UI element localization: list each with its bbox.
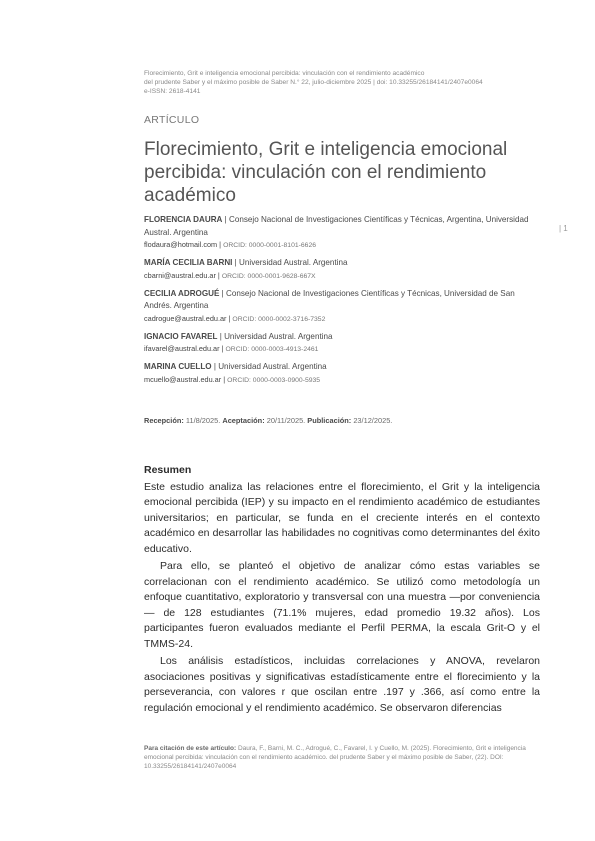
section-label: ARTÍCULO [144,114,200,126]
received-label: Recepción: [144,416,184,425]
author-email[interactable]: ifavarel@austral.edu.ar [144,344,220,353]
author-orcid[interactable]: ORCID: 0000-0003-4913-2461 [225,346,319,353]
abstract-paragraph: Este estudio analiza las relaciones entre el florecimiento, el Grit y la inteligencia emocional percibida (IEP) y su impacto en el rendimiento académico de estudiantes universitarios; en particular, se funda en el creciente interés en el contexto académico en desarrollar las habilidades no cognitivas como determinantes del éxito educativo. [144,480,540,555]
page-number: | 1 [559,224,568,233]
author-email[interactable]: cadrogue@austral.edu.ar [144,313,227,323]
journal-line-issn: e-ISSN: 2618-4141 [144,88,201,95]
publication-dates [144,416,392,425]
author-name: MARÍA CECILIA BARNI [144,258,233,267]
accepted-date: 20/11/2025. [266,416,306,425]
journal-line-title: Florecimiento, Grit e inteligencia emocional percibida: vinculación con el rendimiento académico [144,70,425,77]
abstract-paragraph: Para ello, se planteó el objetivo de analizar cómo estas variables se correlacionan con el rendimiento académico. Se utilizó como metodología un enfoque cuantitativo, exploratorio y transversal con una muestra —por conveniencia— de 128 estudiantes (71.1% mujeres, edad promedio 19.32 años). Los participantes fueron evaluados mediante el Perfil PERMA, la escala Grit-O y el TMMS-24. [144,560,540,650]
author-affiliation: Universidad Austral. Argentina [218,362,327,371]
author-orcid[interactable]: ORCID: 0000-0002-3716-7352 [232,315,326,323]
author-name: MARINA CUELLO [144,362,212,371]
author-affiliation: Consejo Nacional de Investigaciones Científicas y Técnicas, Argentina, Universidad Austral. Argentina [144,215,529,237]
author-name: IGNACIO FAVAREL [144,331,218,341]
author-name: FLORENCIA DAURA [144,215,223,224]
author-orcid[interactable]: ORCID: 0000-0003-0900-5935 [227,376,321,384]
author-affiliation: Consejo Nacional de Investigaciones Científicas y Técnicas, Universidad de San Andrés. Argentina [144,288,515,310]
published-label: Publicación: [307,416,352,425]
author-entry: FLORENCIA DAURA | Consejo Nacional de Investigaciones Científicas y Técnicas, Argentina, Universidad Austral. Argentina flodaura@hotmail.com | ORCID: 0000-0001-8101-6626 [144,215,529,249]
abstract [144,463,540,716]
running-header [144,69,564,96]
received-date: 11/8/2025. [185,416,221,425]
citation-label: Para citación de este artículo: [144,745,237,752]
article-title: Florecimiento, Grit e inteligencia emocional percibida: vinculación con el rendimiento académico [144,139,508,206]
journal-line-issue: del prudente Saber y el máximo posible de Saber N.° 22, julio-diciembre 2025 | doi: 10.33255/26184141/2407e0064 [144,79,483,86]
author-email[interactable]: mcuello@austral.edu.ar [144,374,222,384]
citation-note [144,744,540,771]
accepted-label: Aceptación: [222,416,265,425]
author-entry: MARINA CUELLO | Universidad Austral. Argentina mcuello@austral.edu.ar | ORCID: 0000-0003-0900-5935 [144,362,327,384]
author-name: CECILIA ADROGUÉ [144,288,220,298]
abstract-paragraph: Los análisis estadísticos, incluidas correlaciones y ANOVA, revelaron asociaciones positivas y significativas estadísticamente entre el florecimiento y la perseverancia, con valores r que oscilan entre .197 y .366, así como entre la regulación emocional y el rendimiento académico. Se observaron diferencias [144,655,540,714]
author-entry: CECILIA ADROGUÉ | Consejo Nacional de Investigaciones Científicas y Técnicas, Universidad de San Andrés. Argentina cadrogue@austral.edu.ar | ORCID: 0000-0002-3716-7352 [144,288,515,323]
author-entry: MARÍA CECILIA BARNI | Universidad Austral. Argentina cbarni@austral.edu.ar | ORCID: 0000-0001-9628-667X [144,258,348,280]
citation-text: Daura, F., Barni, M. C., Adrogué, C., Favarel, I. y Cuello, M. (2025). Florecimiento, Grit e inteligencia emocional percibida: vinculación con el rendimiento académico. del prudente Saber y el máximo posible de Saber, (22). DOI: 10.33255/26184141/2407e0064 [144,745,526,770]
author-affiliation: Universidad Austral. Argentina [239,258,348,267]
author-entry: IGNACIO FAVAREL | Universidad Austral. Argentina ifavarel@austral.edu.ar | ORCID: 0000-0003-4913-2461 [144,331,333,353]
author-orcid[interactable]: ORCID: 0000-0001-9628-667X [221,272,316,280]
author-email[interactable]: flodaura@hotmail.com [144,240,218,249]
author-list [144,214,544,392]
published-date: 23/12/2025. [353,416,393,425]
author-email[interactable]: cbarni@austral.edu.ar [144,270,216,280]
abstract-heading: Resumen [144,464,192,476]
author-affiliation: Universidad Austral. Argentina [224,331,333,341]
author-orcid[interactable]: ORCID: 0000-0001-8101-6626 [223,242,317,249]
